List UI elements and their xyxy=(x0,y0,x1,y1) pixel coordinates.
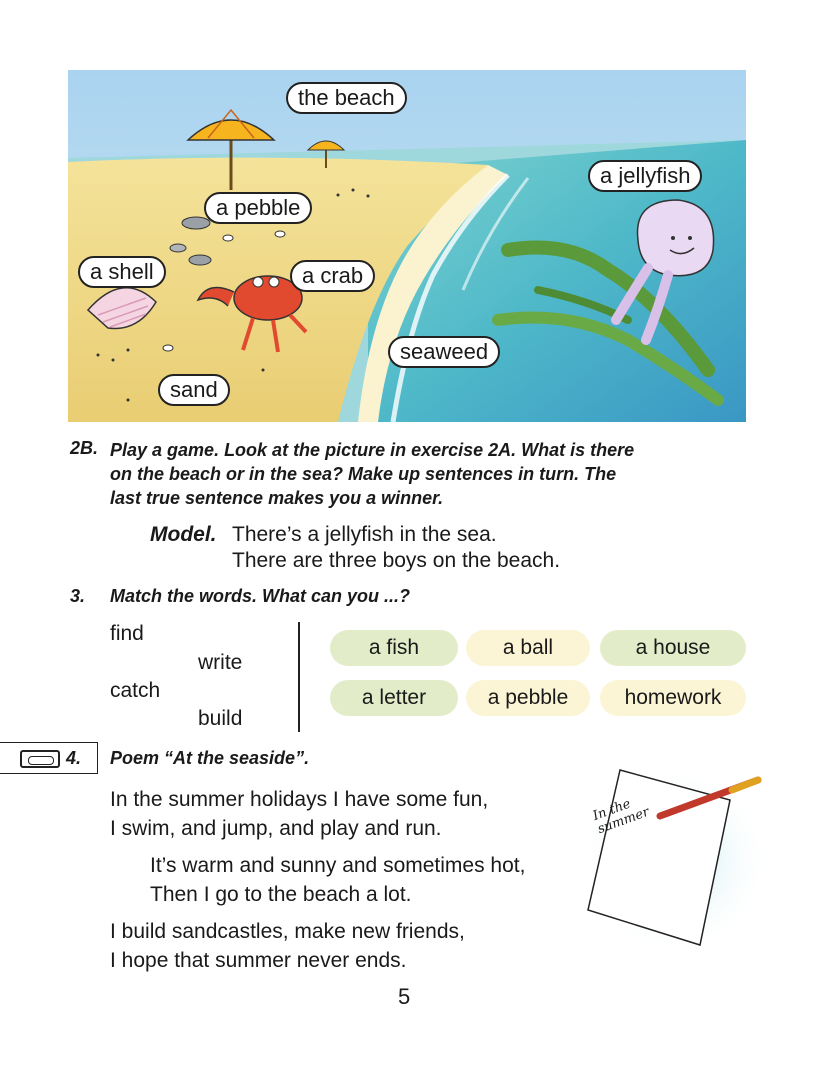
label-seaweed: seaweed xyxy=(388,336,500,368)
exercise-2b-instruction-2: on the beach or in the sea? Make up sentences in turn. The xyxy=(110,464,617,484)
beach-scene-drawing xyxy=(68,70,746,422)
verb-find: find xyxy=(110,622,144,645)
noun-a-house: a house xyxy=(600,630,746,666)
exercise-3-instruction: Match the words. What can you ...? xyxy=(110,586,411,606)
label-pebble: a pebble xyxy=(204,192,312,224)
label-crab: a crab xyxy=(290,260,375,292)
noun-homework: homework xyxy=(600,680,746,716)
noun-a-fish: a fish xyxy=(330,630,458,666)
poem-line-1: In the summer holidays I have some fun, xyxy=(110,788,489,811)
noun-a-letter: a letter xyxy=(330,680,458,716)
label-shell: a shell xyxy=(78,256,166,288)
verb-build: build xyxy=(198,707,243,730)
label-sand: sand xyxy=(158,374,230,406)
poem-line-3: It’s warm and sunny and sometimes hot, xyxy=(150,854,526,877)
exercise-2b-number: 2B. xyxy=(70,438,99,458)
beach-illustration xyxy=(68,70,746,422)
notebook-handwriting: In the summer xyxy=(590,796,652,838)
divider-line xyxy=(298,622,300,732)
verb-write: write xyxy=(198,651,243,674)
exercise-2b-instruction-1: Play a game. Look at the picture in exercise 2A. What is there xyxy=(110,440,635,460)
verb-catch: catch xyxy=(110,679,161,702)
poem-line-6: I hope that summer never ends. xyxy=(110,949,407,972)
label-the-beach: the beach xyxy=(286,82,407,114)
exercise-4-title: Poem “At the seaside”. xyxy=(110,748,310,768)
exercise-3-number: 3. xyxy=(70,586,86,606)
cassette-icon xyxy=(20,750,60,768)
notebook-drawing xyxy=(580,760,770,960)
exercise-2b-instruction-3: last true sentence makes you a winner. xyxy=(110,488,444,508)
poem-line-5: I build sandcastles, make new friends, xyxy=(110,920,465,943)
noun-a-pebble: a pebble xyxy=(466,680,590,716)
poem-line-4: Then I go to the beach a lot. xyxy=(150,883,412,906)
page-number: 5 xyxy=(398,984,411,1009)
model-sentence-1: There’s a jellyfish in the sea. xyxy=(232,523,497,546)
notebook-illustration xyxy=(580,760,770,960)
noun-a-ball: a ball xyxy=(466,630,590,666)
exercise-4-number: 4. xyxy=(66,748,82,768)
label-jellyfish: a jellyfish xyxy=(588,160,702,192)
audio-marker xyxy=(0,742,98,774)
poem-line-2: I swim, and jump, and play and run. xyxy=(110,817,442,840)
model-label: Model. xyxy=(150,523,217,546)
model-sentence-2: There are three boys on the beach. xyxy=(232,549,561,572)
